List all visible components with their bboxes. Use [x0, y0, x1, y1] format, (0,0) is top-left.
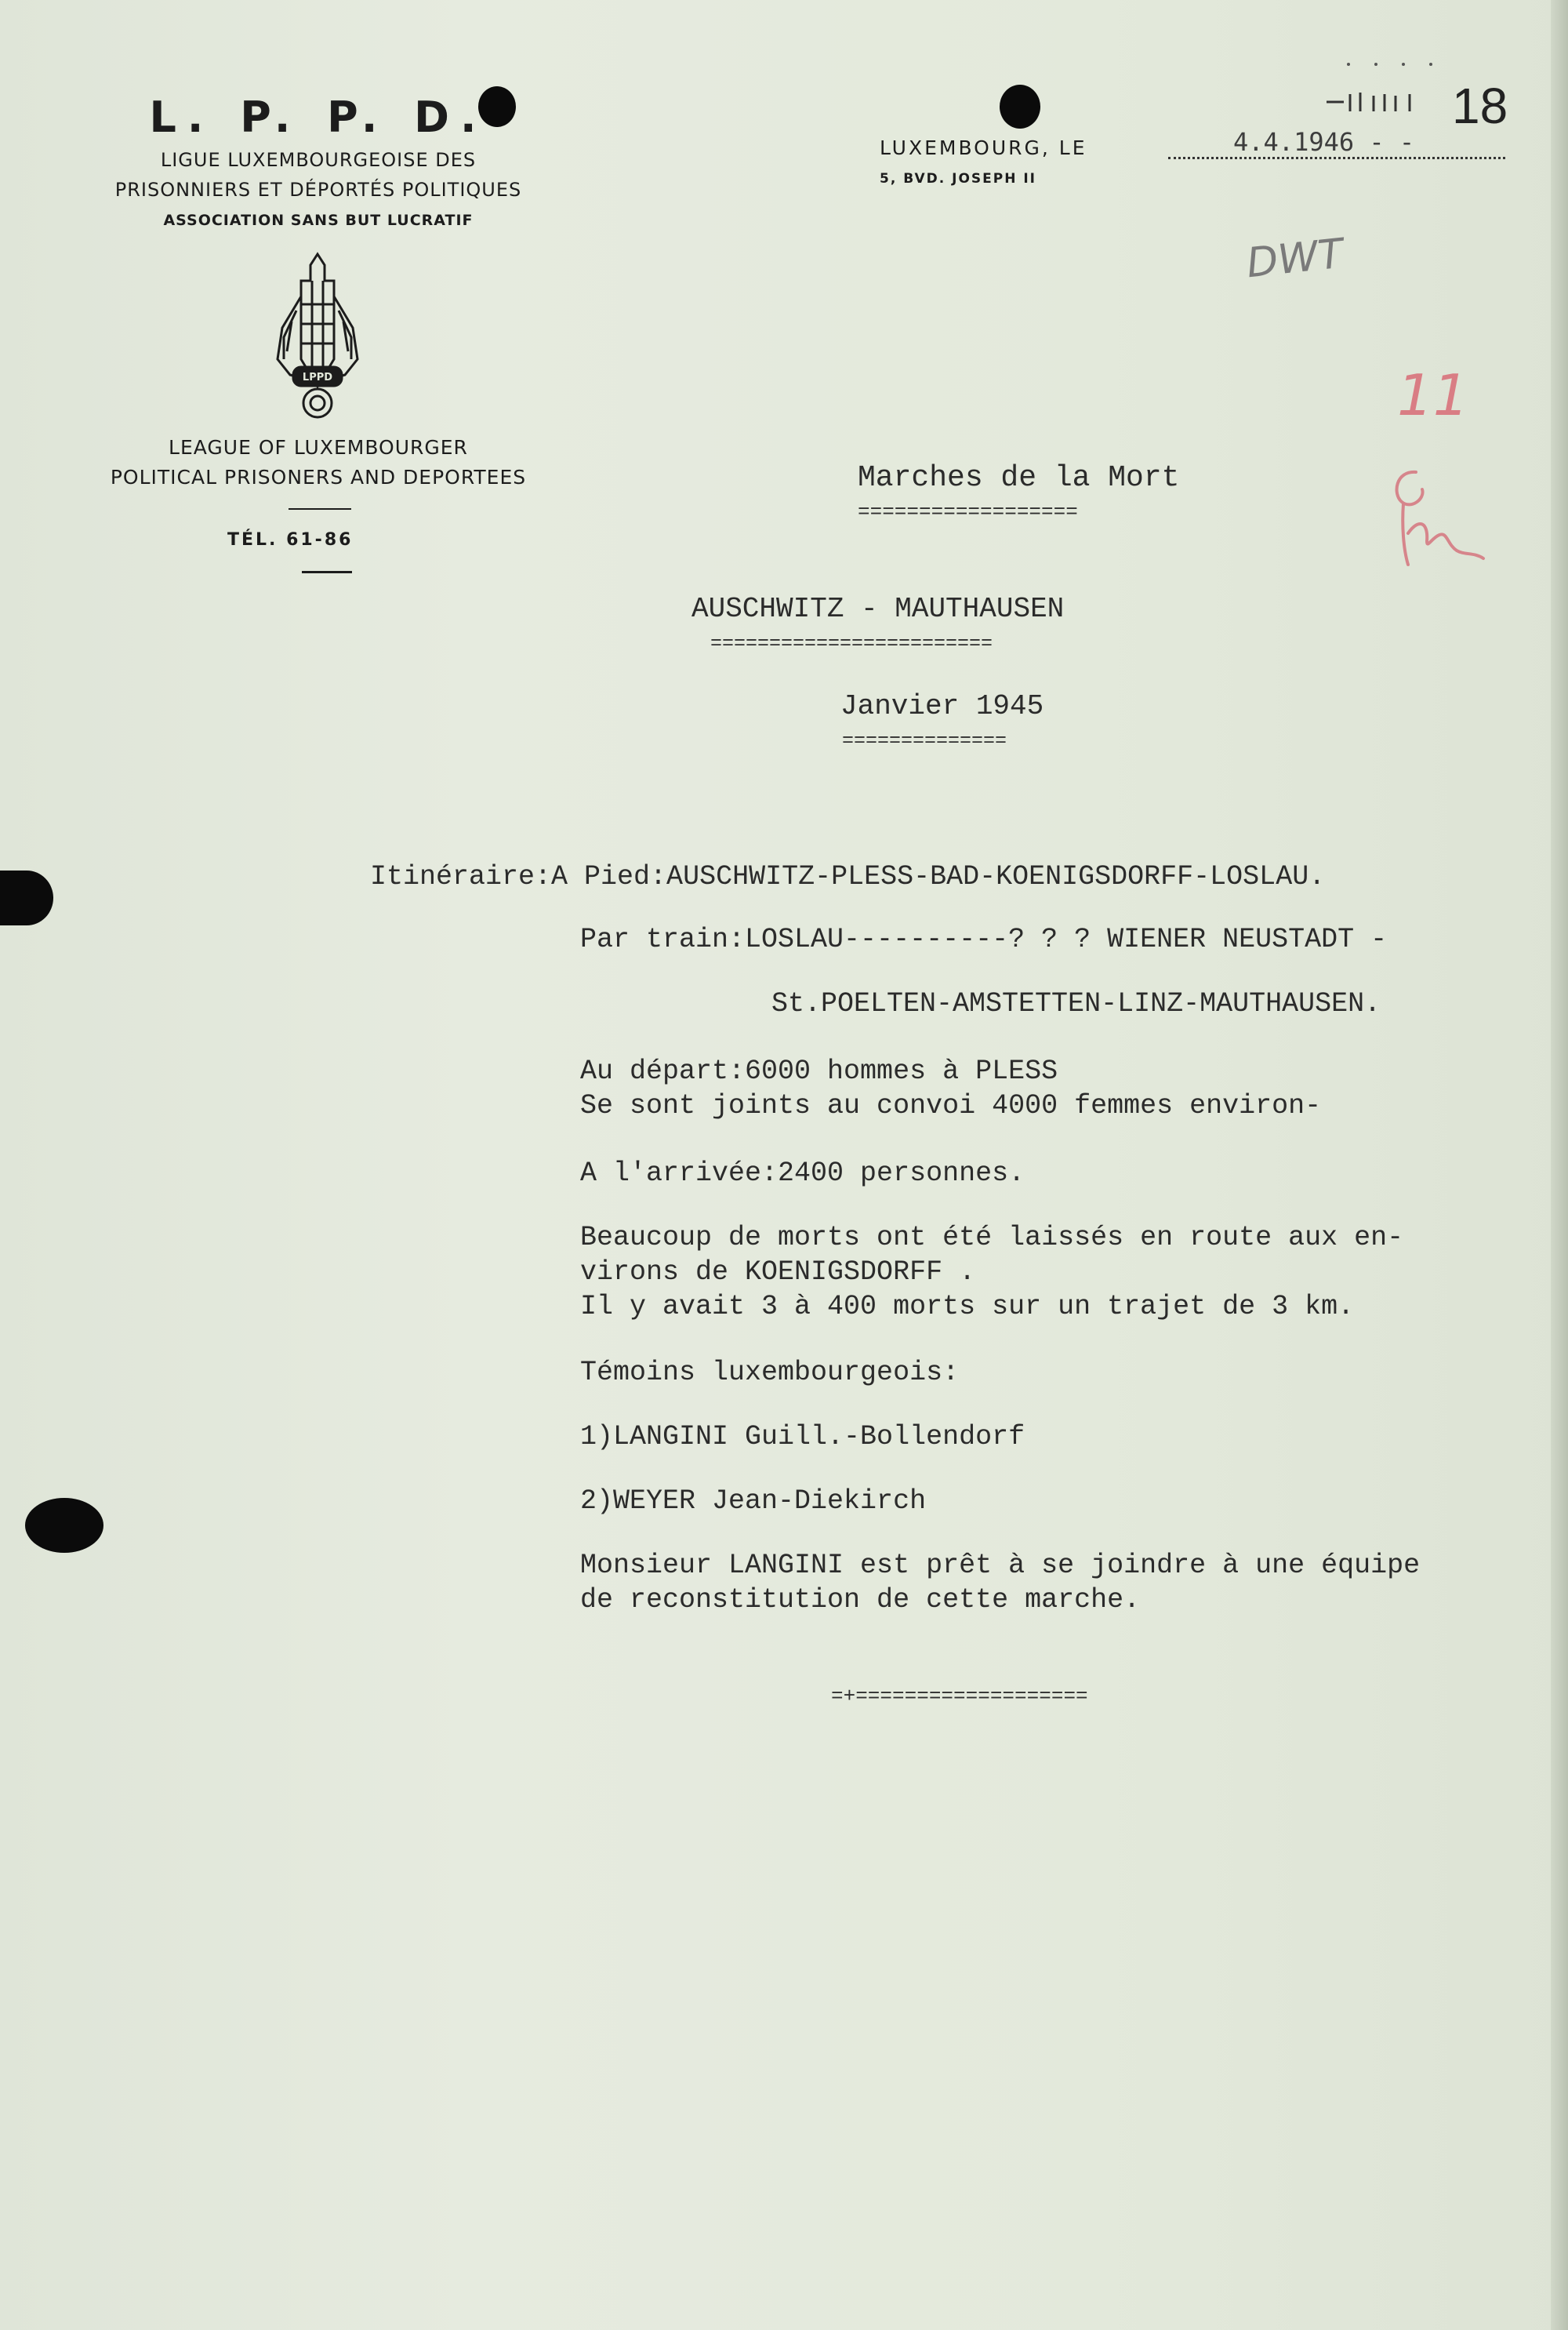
deaths-line-1: Beaucoup de morts ont été laissés en route aux en- [580, 1222, 1404, 1253]
itinerary-line-2: Par train:LOSLAU----------? ? ? WIENER NEUSTADT - [580, 924, 1388, 955]
punch-hole-top [0, 871, 53, 925]
org-name-fr-line-2: PRISONNIERS ET DÉPORTÉS POLITIQUES [114, 179, 522, 201]
page-number: 18 [1452, 78, 1508, 134]
arrival-line: A l'arrivée:2400 personnes. [580, 1158, 1025, 1189]
red-annotation: 11 [1397, 362, 1469, 428]
pencil-annotation: DWT [1244, 230, 1346, 288]
page-edge [1551, 0, 1568, 2330]
witness-2: 2)WEYER Jean-Diekirch [580, 1485, 927, 1517]
closing-line-1: Monsieur LANGINI est prêt à se joindre à une équipe [580, 1550, 1421, 1581]
org-status: ASSOCIATION SANS BUT LUCRATIF [163, 212, 474, 229]
title-underline: ================== [858, 500, 1078, 524]
period-underline: ============== [842, 729, 1007, 752]
route-underline: ======================== [710, 632, 993, 655]
org-name-en-line-2: POLITICAL PRISONERS AND DEPORTEES [110, 466, 527, 489]
org-address: 5, BVD. JOSEPH II [880, 171, 1037, 187]
city-label: LUXEMBOURG, LE [880, 136, 1087, 159]
emblem-text: LPPD [302, 372, 333, 383]
letterhead-rule-1 [289, 508, 351, 510]
closing-line-2: de reconstitution de cette marche. [580, 1584, 1141, 1616]
binder-hole-right [1000, 85, 1040, 129]
itinerary-line-1: Itinéraire:A Pied:AUSCHWITZ-PLESS-BAD-KOENIGSDORFF-LOSLAU. [370, 861, 1326, 892]
phone-number: TÉL. 61-86 [227, 530, 354, 550]
org-name-en-line-1: LEAGUE OF LUXEMBOURGER [169, 436, 468, 459]
red-initials-mark-icon [1388, 463, 1490, 573]
deaths-line-3: Il y avait 3 à 400 morts sur un trajet de 3 km. [580, 1291, 1355, 1322]
document-title: Marches de la Mort [858, 461, 1180, 495]
org-abbreviation: L. P. P. D. [149, 93, 488, 142]
departure-line-2: Se sont joints au convoi 4000 femmes environ- [580, 1090, 1322, 1121]
witness-1: 1)LANGINI Guill.-Bollendorf [580, 1421, 1025, 1452]
route-title: AUSCHWITZ - MAUTHAUSEN [691, 593, 1065, 625]
end-rule: =+=================== [831, 1685, 1088, 1708]
letter-date: 4.4.1946 - - [1233, 127, 1415, 157]
itinerary-line-3: St.POELTEN-AMSTETTEN-LINZ-MAUTHAUSEN. [771, 988, 1381, 1020]
date-line [1168, 157, 1505, 159]
witnesses-heading: Témoins luxembourgeois: [580, 1357, 960, 1388]
stamp-tick-marks-icon [1317, 55, 1450, 118]
departure-line-1: Au départ:6000 hommes à PLESS [580, 1056, 1058, 1087]
lppd-emblem-icon [267, 249, 368, 422]
deaths-line-2: virons de KOENIGSDORFF . [580, 1256, 976, 1288]
punch-hole-bottom [25, 1498, 103, 1553]
org-name-fr-line-1: LIGUE LUXEMBOURGEOISE DES [160, 149, 477, 171]
letterhead-rule-2 [302, 571, 352, 573]
period-title: Janvier 1945 [840, 690, 1044, 722]
